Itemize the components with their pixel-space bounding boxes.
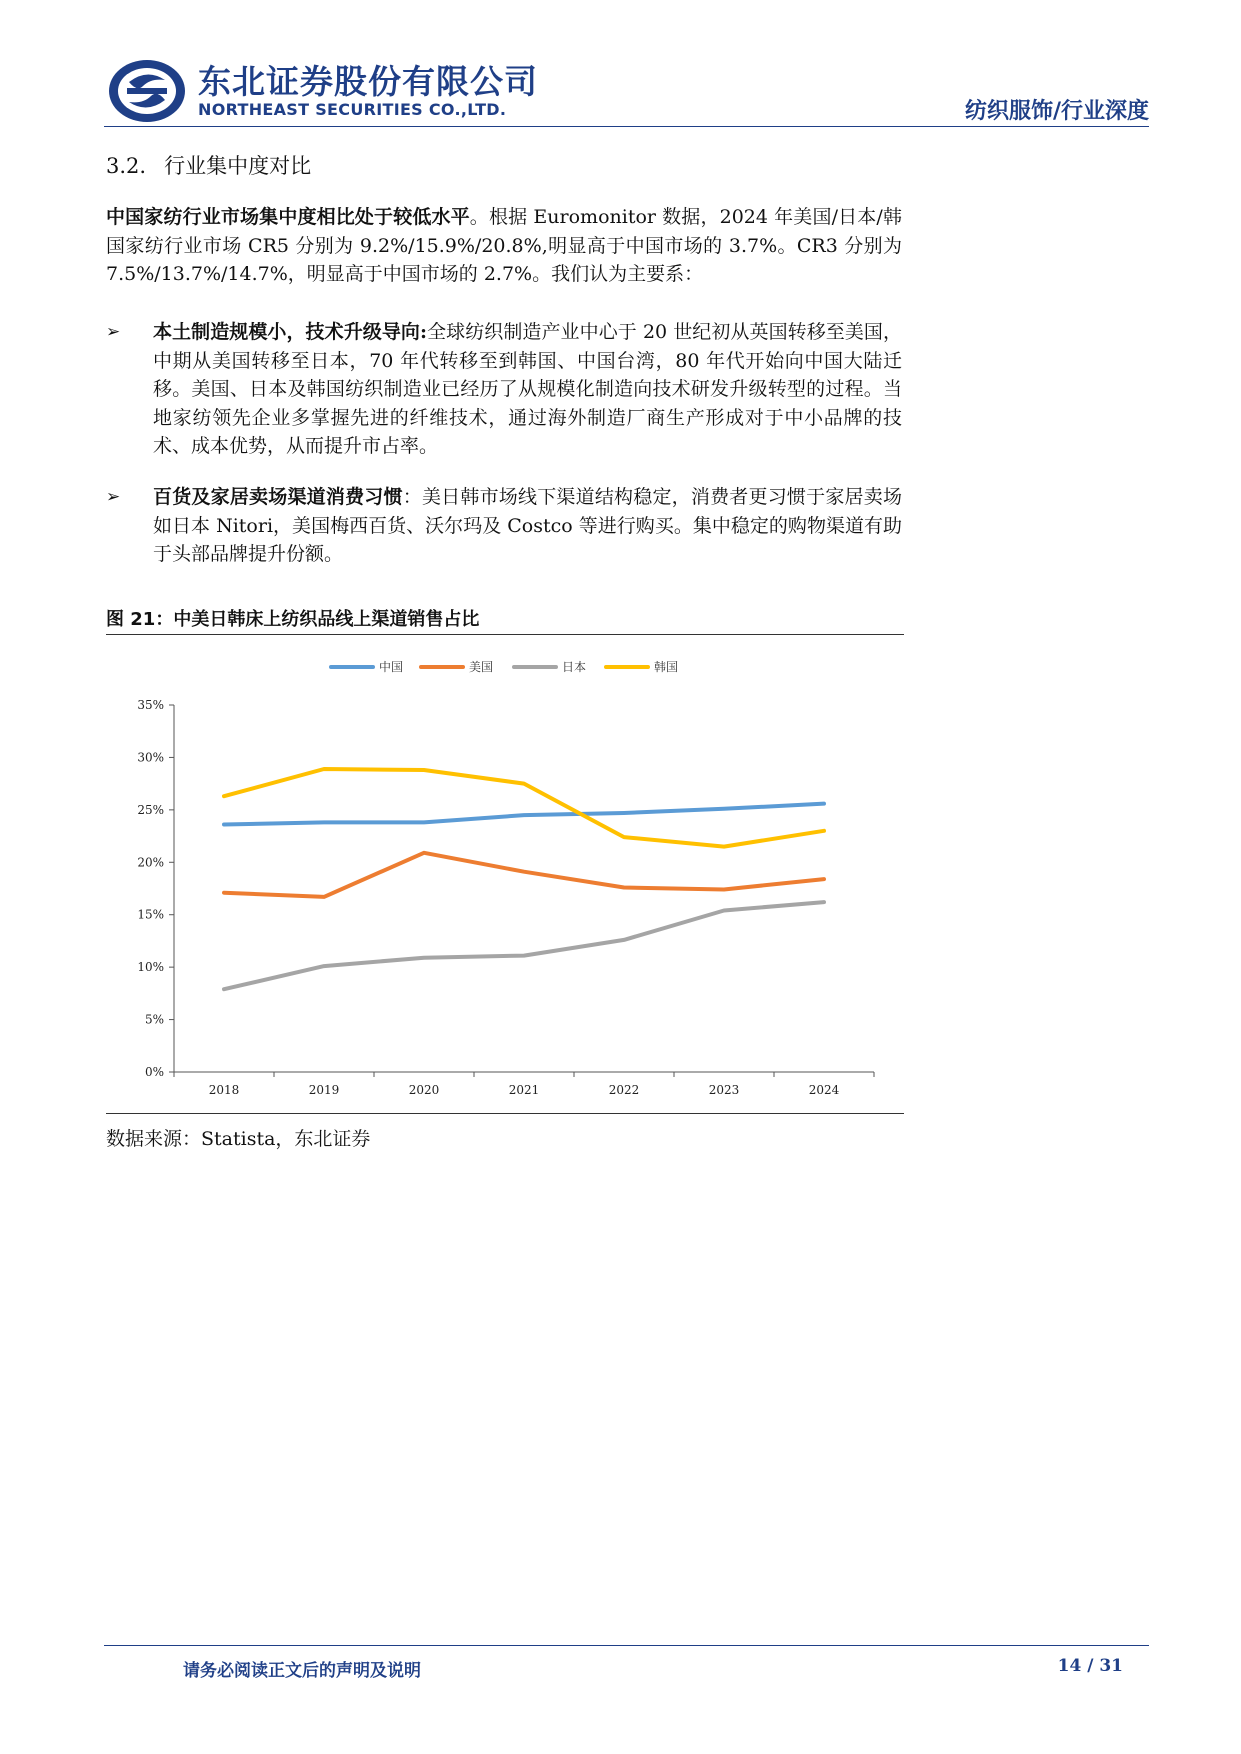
company-name-en: NORTHEAST SECURITIES CO.,LTD. bbox=[198, 100, 507, 119]
company-logo bbox=[107, 58, 187, 124]
series-line-中国 bbox=[224, 804, 824, 825]
y-tick-label: 20% bbox=[137, 855, 164, 870]
figure-top-rule bbox=[106, 634, 904, 635]
x-tick-label: 2018 bbox=[208, 1083, 240, 1097]
bullet-lead: 百货及家居卖场渠道消费习惯 bbox=[153, 486, 403, 508]
figure-source: 数据来源：Statista，东北证券 bbox=[106, 1128, 371, 1150]
y-tick-label: 35% bbox=[137, 698, 164, 712]
x-tick-label: 2020 bbox=[408, 1083, 440, 1097]
x-tick-label: 2023 bbox=[708, 1083, 740, 1097]
x-tick-label: 2021 bbox=[508, 1083, 540, 1097]
report-category: 纺织服饰/行业深度 bbox=[964, 99, 1149, 124]
footer-divider bbox=[104, 1645, 1149, 1646]
page-number: 14 / 31 bbox=[1057, 1656, 1123, 1676]
section-number: 3.2. bbox=[106, 154, 147, 178]
footer-disclaimer: 请务必阅读正文后的声明及说明 bbox=[183, 1661, 421, 1681]
y-tick-label: 5% bbox=[144, 1012, 164, 1027]
x-tick-label: 2024 bbox=[808, 1083, 840, 1097]
legend-label: 日本 bbox=[562, 660, 587, 674]
company-name-cn: 东北证券股份有限公司 bbox=[198, 62, 538, 101]
series-line-美国 bbox=[224, 853, 824, 897]
legend-label: 韩国 bbox=[654, 660, 679, 674]
bullet-arrow-icon: ➢ bbox=[106, 322, 121, 342]
line-chart bbox=[106, 643, 904, 1111]
section-title: 行业集中度对比 bbox=[164, 154, 312, 178]
y-axis bbox=[137, 698, 174, 1079]
legend-label: 中国 bbox=[379, 660, 404, 674]
series-line-日本 bbox=[224, 902, 824, 989]
chart-series bbox=[224, 769, 824, 989]
bullet-text: 全球纺织制造产业中心于 20 世纪初从英国转移至美国，中期从美国转移至日本，70 年代转移至到韩国、中国台湾，80 年代开始向中国大陆迁移。美国、日本及韩国纺织制造业已经历了从规模化制造向技术研发升级转型的过程。当地家纺领先企业多掌握先进的纤维技术，通过海外制造厂商生产形成对于中小品牌的技术、成本优势，从而提升市占率。 bbox=[153, 321, 903, 457]
bullet-item-manufacturing bbox=[153, 318, 902, 461]
x-axis bbox=[174, 1072, 874, 1097]
figure-title: 图 21：中美日韩床上纺织品线上渠道销售占比 bbox=[106, 609, 480, 630]
y-tick-label: 30% bbox=[137, 750, 164, 765]
legend-label: 美国 bbox=[469, 660, 494, 674]
y-tick-label: 0% bbox=[144, 1065, 164, 1079]
chart-legend bbox=[331, 659, 678, 674]
y-tick-label: 15% bbox=[137, 907, 164, 922]
intro-paragraph bbox=[106, 203, 902, 289]
intro-text: 。根据 Euromonitor 数据，2024 年美国/日本/韩国家纺行业市场 CR5 分别为 9.2%/15.9%/20.8%,明显高于中国市场的 3.7%。CR3 分别为 7.5%/13.7%/14.7%，明显高于中国市场的 2.7%。我们认为主要系： bbox=[106, 206, 902, 285]
figure-bottom-rule bbox=[106, 1113, 904, 1114]
x-tick-label: 2019 bbox=[308, 1083, 340, 1097]
bullet-arrow-icon: ➢ bbox=[106, 487, 121, 507]
header-divider bbox=[104, 126, 1149, 127]
y-tick-label: 25% bbox=[137, 802, 164, 817]
x-tick-label: 2022 bbox=[608, 1083, 640, 1097]
y-tick-label: 10% bbox=[137, 960, 164, 975]
bullet-lead: 本土制造规模小，技术升级导向: bbox=[153, 321, 427, 343]
intro-lead: 中国家纺行业市场集中度相比处于较低水平 bbox=[106, 206, 470, 228]
section-heading bbox=[106, 150, 329, 180]
bullet-item-channels bbox=[153, 483, 902, 569]
bullet-text: ：美日韩市场线下渠道结构稳定，消费者更习惯于家居卖场如日本 Nitori，美国梅西百货、沃尔玛及 Costco 等进行购买。集中稳定的购物渠道有助于头部品牌提升份额。 bbox=[153, 486, 902, 565]
